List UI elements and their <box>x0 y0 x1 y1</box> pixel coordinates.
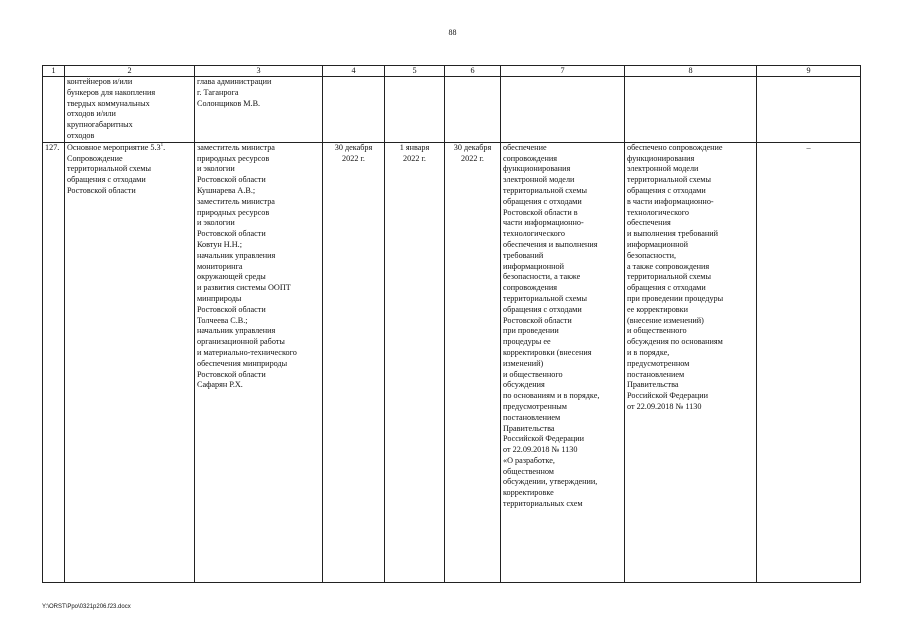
table-cell <box>65 142 195 582</box>
cell-line: а также сопровождения <box>627 261 710 271</box>
cell-line: и развития системы ООПТ <box>197 283 291 293</box>
cell-line: и выполнения требований <box>627 229 719 239</box>
file-path-footer: Y:\ORST\Ppo\0321p206.f23.docx <box>42 604 131 610</box>
cell-line: территориальной схемы <box>627 272 711 282</box>
cell-line: 1 января <box>399 142 430 152</box>
cell-line: требований <box>503 250 544 260</box>
cell-line: Ростовской области <box>503 315 572 325</box>
table-cell <box>385 77 445 143</box>
table-cell <box>625 142 757 582</box>
cell-line: 2022 г. <box>461 153 484 163</box>
header-cell: 5 <box>385 66 445 77</box>
header-cell: 3 <box>195 66 323 77</box>
table-cell <box>757 77 861 143</box>
cell-line: информационной <box>627 239 688 249</box>
cell-line: ее корректировки <box>627 304 689 314</box>
header-cell: 4 <box>323 66 385 77</box>
cell-line: по основаниям и в порядке, <box>503 391 600 401</box>
table-cell <box>501 77 625 143</box>
measure-title-suffix: . <box>163 142 166 152</box>
table-cell: – <box>757 142 861 582</box>
cell-line: обеспечение <box>503 142 547 152</box>
cell-line: технологического <box>627 207 689 217</box>
cell-line: предусмотренным <box>503 401 567 411</box>
cell-line: контейнеров и/или <box>67 77 133 86</box>
cell-line: территориальных схем <box>503 499 583 509</box>
cell-line: в части информационно- <box>627 196 714 206</box>
cell-line: Ростовской области <box>197 229 266 239</box>
cell-line: Солонщиков М.В. <box>197 98 261 108</box>
cell-line: корректировке <box>503 488 554 498</box>
cell-line: обращения с отходами <box>503 304 582 314</box>
cell-line: крупногабаритных <box>67 120 133 130</box>
table-cell <box>385 142 445 582</box>
table-cell <box>501 142 625 582</box>
cell-line: Российской Федерации <box>503 434 585 444</box>
cell-line: территориальной схемы <box>627 175 711 185</box>
cell-line: бункеров для накопления <box>67 87 156 97</box>
table-cell <box>445 142 501 582</box>
header-cell: 6 <box>445 66 501 77</box>
header-cell: 2 <box>65 66 195 77</box>
cell-line: отходов <box>67 130 95 140</box>
cell-line: Ростовской области <box>67 185 136 195</box>
cell-line: отходов и/или <box>67 109 116 119</box>
cell-line: заместитель министра <box>197 142 275 152</box>
cell-line: информационной <box>503 261 564 271</box>
cell-line: и экологии <box>197 218 235 228</box>
cell-line: глава администрации <box>197 77 272 86</box>
cell-line: Российской Федерации <box>627 391 709 401</box>
cell-line: территориальной схемы <box>503 185 587 195</box>
main-table <box>42 65 861 583</box>
cell-line: электронной модели <box>627 164 699 174</box>
cell-line: г. Таганрога <box>197 87 239 97</box>
cell-line: части информационно- <box>503 218 584 228</box>
table-cell <box>323 77 385 143</box>
table-cell <box>65 77 195 143</box>
cell-line: процедуры ее <box>503 337 551 347</box>
cell-line: обеспечения и выполнения <box>503 239 598 249</box>
header-cell: 9 <box>757 66 861 77</box>
cell-line: постановлением <box>627 369 685 379</box>
cell-line: Ростовской области <box>197 175 266 185</box>
cell-line: при проведении процедуры <box>627 293 724 303</box>
cell-line: и общественного <box>627 326 687 336</box>
cell-line: функционирования <box>503 164 571 174</box>
cell-line: Правительства <box>627 380 679 390</box>
cell-line: Ростовской области в <box>503 207 578 217</box>
page-number: 88 <box>448 28 457 37</box>
cell-line: обеспечения минприроды <box>197 358 288 368</box>
cell-line: начальник управления <box>197 250 276 260</box>
cell-line: территориальной схемы <box>503 293 587 303</box>
table-cell <box>323 142 385 582</box>
header-cell: 1 <box>43 66 65 77</box>
header-cell: 7 <box>501 66 625 77</box>
cell-line: мониторинга <box>197 261 243 271</box>
cell-line: и материально-технического <box>197 347 297 357</box>
cell-line: постановлением <box>503 412 561 422</box>
cell-line: Толчеева С.В.; <box>197 315 248 325</box>
cell-line: изменений) <box>503 358 544 368</box>
cell-line: 2022 г. <box>342 153 365 163</box>
cell-line: безопасности, <box>627 250 677 260</box>
cell-line: окружающей среды <box>197 272 266 282</box>
table-cell <box>625 77 757 143</box>
header-cell: 8 <box>625 66 757 77</box>
cell-line: обеспечено сопровождение <box>627 142 723 152</box>
cell-line: предусмотренном <box>627 358 690 368</box>
cell-line: безопасности, а также <box>503 272 581 282</box>
cell-line: природных ресурсов <box>197 153 270 163</box>
cell-line: сопровождения <box>503 153 557 163</box>
table-cell <box>195 77 323 143</box>
cell-line: и в порядке, <box>627 347 670 357</box>
cell-line: обращения с отходами <box>503 196 582 206</box>
cell-line: начальник управления <box>197 326 276 336</box>
cell-line: организационной работы <box>197 337 285 347</box>
table-cell <box>445 77 501 143</box>
cell-line: Сафарян Р.Х. <box>197 380 243 390</box>
cell-line: корректировки (внесения <box>503 347 592 357</box>
cell-line: и экологии <box>197 164 235 174</box>
cell-line: территориальной схемы <box>67 164 151 174</box>
cell-line: (внесение изменений) <box>627 315 704 325</box>
cell-line: и общественного <box>503 369 563 379</box>
cell-line: сопровождения <box>503 283 557 293</box>
cell-line: при проведении <box>503 326 559 336</box>
cell-line: обращения с отходами <box>627 185 706 195</box>
cell-line: Правительства <box>503 423 555 433</box>
table-cell <box>43 77 65 143</box>
footnote-mark: 1 <box>160 142 164 148</box>
cell-line: обеспечения <box>627 218 671 228</box>
cell-line: 2022 г. <box>403 153 426 163</box>
measure-title: Основное мероприятие 5.3 <box>67 142 161 152</box>
cell-line: обсуждения по основаниям <box>627 337 723 347</box>
cell-line: обращения с отходами <box>627 283 706 293</box>
row-number: 127. <box>43 142 65 582</box>
header-row <box>43 66 861 77</box>
cell-line: Ростовской области <box>197 369 266 379</box>
cell-line: 30 декабря <box>453 142 492 152</box>
cell-line: от 22.09.2018 № 1130 <box>627 401 702 411</box>
table-cell <box>195 142 323 582</box>
cell-line: природных ресурсов <box>197 207 270 217</box>
cell-line: Ростовской области <box>197 304 266 314</box>
cell-line: обсуждении, утверждении, <box>503 477 598 487</box>
table-row-127 <box>43 142 861 582</box>
cell-line: «О разработке, <box>503 455 555 465</box>
table-row-continuation <box>43 77 861 143</box>
cell-line: твердых коммунальных <box>67 98 150 108</box>
cell-line: Кушнарева А.В.; <box>197 185 256 195</box>
cell-line: Ковтун Н.Н.; <box>197 239 242 249</box>
cell-line: обсуждения <box>503 380 545 390</box>
cell-line: 30 декабря <box>334 142 373 152</box>
cell-line: общественном <box>503 466 554 476</box>
cell-line: Сопровождение <box>67 153 123 163</box>
cell-line: технологического <box>503 229 565 239</box>
cell-line: минприроды <box>197 293 242 303</box>
cell-line: функционирования <box>627 153 695 163</box>
cell-line: электронной модели <box>503 175 575 185</box>
cell-line: от 22.09.2018 № 1130 <box>503 445 578 455</box>
cell-line: заместитель министра <box>197 196 275 206</box>
cell-line: обращения с отходами <box>67 175 146 185</box>
